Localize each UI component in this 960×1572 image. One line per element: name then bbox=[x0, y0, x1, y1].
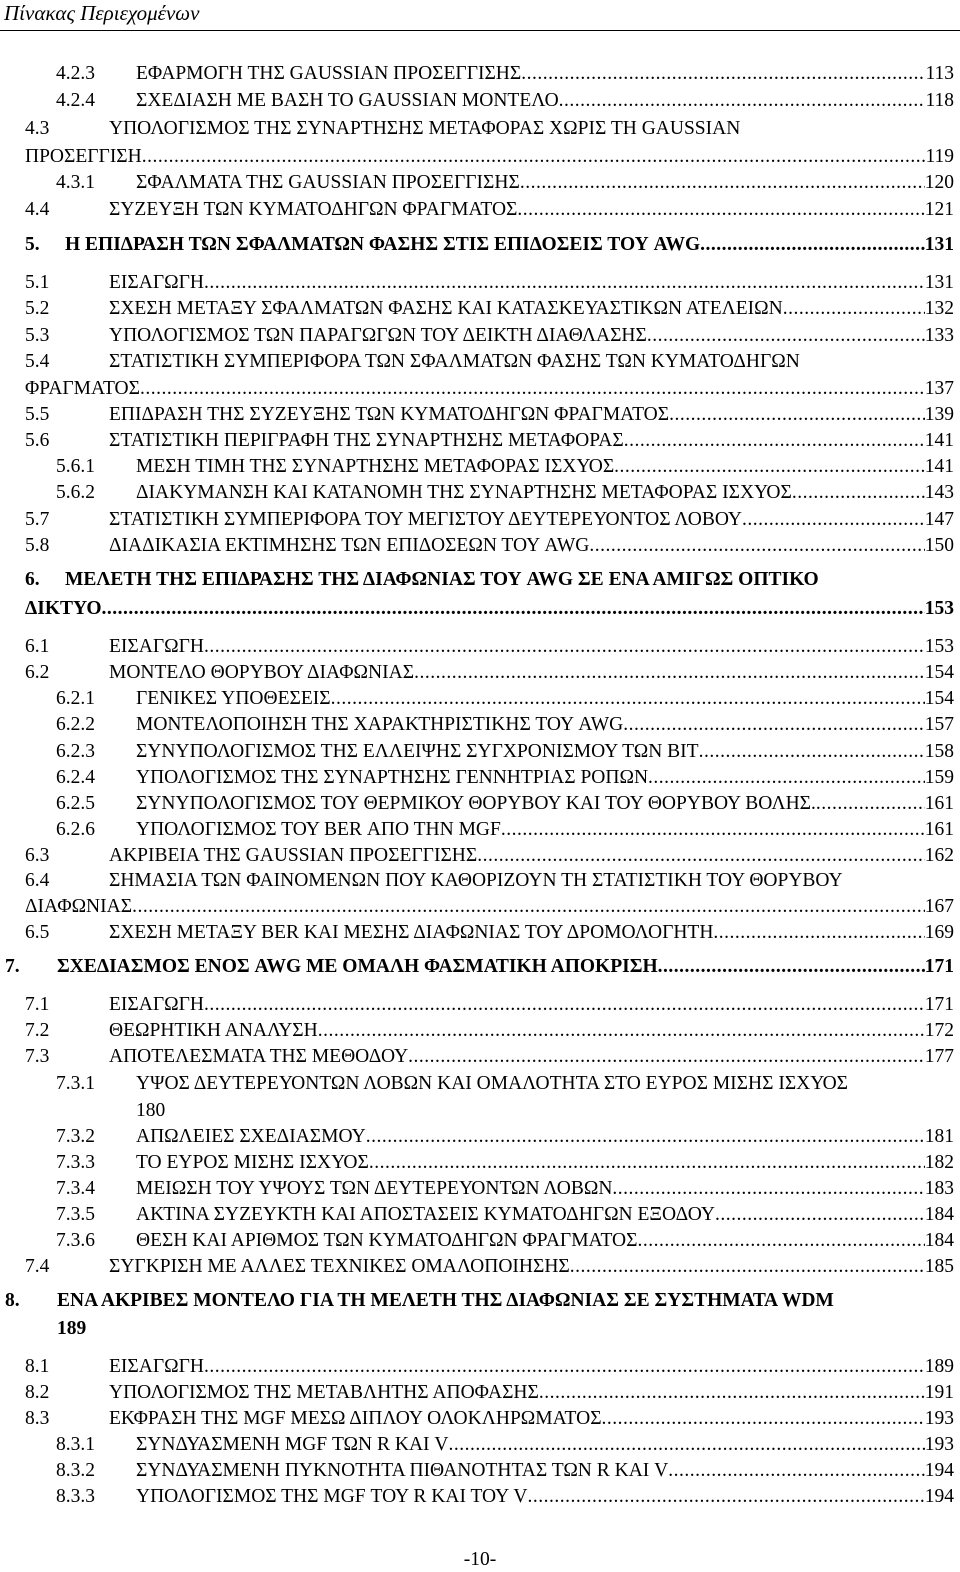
dot-leader bbox=[142, 144, 926, 170]
toc-entry-title: ΣΧΕΣΗ ΜΕΤΑΞΥ ΣΦΑΛΜΑΤΩΝ ΦΑΣΗΣ ΚΑΙ ΚΑΤΑΣΚΕΥΑΣΤΙΚΩΝ ΑΤΕΛΕΙΩΝ bbox=[109, 298, 783, 319]
dot-leader bbox=[449, 1432, 925, 1458]
toc-entry-page: 180 bbox=[136, 1100, 166, 1121]
toc-entry-title: ΕΝΑ ΑΚΡΙΒΕΣ ΜΟΝΤΕΛΟ ΓΙΑ ΤΗ ΜΕΛΕΤΗ ΤΗΣ ΔΙΑΦΩΝΙΑΣ ΣΕ ΣΥΣΤΗΜΑΤΑ WDM bbox=[57, 1290, 834, 1311]
toc-entry-number: 6.5 bbox=[25, 922, 50, 943]
toc-entry bbox=[0, 402, 954, 428]
toc-entry-number: 6.1 bbox=[25, 636, 50, 657]
toc-entry-page: 194 bbox=[924, 1486, 954, 1507]
dot-leader bbox=[713, 920, 924, 946]
toc-entry-page: 113 bbox=[925, 63, 954, 84]
toc-entry-page: 154 bbox=[924, 662, 954, 683]
toc-entry-number: 5.6.1 bbox=[56, 456, 95, 477]
toc-entry bbox=[0, 144, 954, 170]
toc-entry bbox=[0, 533, 954, 559]
toc-entry-title: ΜΟΝΤΕΛΟ ΘΟΡΥΒΟΥ ΔΙΑΦΩΝΙΑΣ bbox=[109, 662, 415, 683]
toc-entry-number: 8. bbox=[5, 1290, 20, 1311]
toc-entry-page: 189 bbox=[57, 1318, 87, 1339]
toc-entry-page: 194 bbox=[924, 1460, 954, 1481]
toc-entry-page: 154 bbox=[924, 688, 954, 709]
toc-entry-page: 158 bbox=[924, 741, 954, 762]
dot-leader bbox=[140, 376, 925, 402]
toc-entry bbox=[0, 170, 954, 196]
toc-entry-title: ΥΨΟΣ ΔΕΥΤΕΡΕΥΟΝΤΩΝ ΛΟΒΩΝ ΚΑΙ ΟΜΑΛΟΤΗΤΑ ΣΤΟ ΕΥΡΟΣ ΜΙΣΗΣ ΙΣΧΥΟΣ bbox=[136, 1073, 849, 1094]
toc-entry-number: 6.2.4 bbox=[56, 767, 95, 788]
toc-entry bbox=[0, 660, 954, 686]
toc-entry-title: ΘΕΩΡΗΤΙΚΗ ΑΝΑΛΥΣΗ bbox=[109, 1020, 318, 1041]
toc-entry-page: 139 bbox=[924, 404, 954, 425]
toc-entry-title: ΜΕΣΗ ΤΙΜΗ ΤΗΣ ΣΥΝΑΡΤΗΣΗΣ ΜΕΤΑΦΟΡΑΣ ΙΣΧΥΟΣ bbox=[136, 456, 615, 477]
toc-entry-title: ΜΟΝΤΕΛΟΠΟΙΗΣΗ ΤΗΣ ΧΑΡΑΚΤΗΡΙΣΤΙΚΗΣ ΤΟΥ AWG bbox=[136, 714, 624, 735]
toc-entry-page: 133 bbox=[924, 325, 954, 346]
toc-entry-page: 118 bbox=[925, 90, 954, 111]
dot-leader bbox=[331, 686, 925, 712]
toc-entry bbox=[0, 1071, 954, 1097]
toc-entry-number: 8.3.3 bbox=[56, 1486, 95, 1507]
toc-entry bbox=[0, 480, 954, 506]
toc-entry-title: ΣΤΑΤΙΣΤΙΚΗ ΣΥΜΠΕΡΙΦΟΡΑ ΤΩΝ ΣΦΑΛΜΑΤΩΝ ΦΑΣΗΣ ΤΩΝ ΚΥΜΑΤΟΔΗΓΩΝ bbox=[109, 351, 800, 372]
dot-leader bbox=[521, 61, 925, 87]
dot-leader bbox=[614, 454, 925, 480]
toc-entry-title: ΣΥΝΥΠΟΛΟΓΙΣΜΟΣ ΤΗΣ ΕΛΛΕΙΨΗΣ ΣΥΓΧΡΟΝΙΣΜΟΥ ΤΩΝ BIT bbox=[136, 741, 699, 762]
toc-entry-number: 5.1 bbox=[25, 272, 50, 293]
dot-leader bbox=[612, 1176, 924, 1202]
header-divider bbox=[0, 30, 960, 31]
dot-leader bbox=[624, 428, 925, 454]
toc-entry-page: 181 bbox=[924, 1126, 954, 1147]
toc-entry bbox=[0, 868, 954, 894]
dot-leader bbox=[559, 88, 926, 114]
toc-entry-page: 159 bbox=[924, 767, 954, 788]
toc-entry-title: ΣΥΝΔΥΑΣΜΕΝΗ MGF ΤΩΝ R ΚΑΙ V bbox=[136, 1434, 449, 1455]
dot-leader bbox=[623, 712, 925, 738]
toc-entry bbox=[0, 323, 954, 349]
toc-entry bbox=[0, 349, 954, 375]
toc-entry-title: ΣΥΝΔΥΑΣΜΕΝΗ ΠΥΚΝΟΤΗΤΑ ΠΙΘΑΝΟΤΗΤΑΣ ΤΩΝ R ΚΑΙ V bbox=[136, 1460, 669, 1481]
toc-entry-title: ΜΕΛΕΤΗ ΤΗΣ ΕΠΙΔΡΑΣΗΣ ΤΗΣ ΔΙΑΦΩΝΙΑΣ ΤΟΥ AWG ΣΕ ΕΝΑ ΑΜΙΓΩΣ ΟΠΤΙΚΟ bbox=[65, 569, 819, 590]
toc-entry bbox=[0, 116, 954, 142]
toc-entry-page: 189 bbox=[924, 1356, 954, 1377]
toc-entry-number: 7. bbox=[5, 956, 20, 977]
toc-entry-title: Η ΕΠΙΔΡΑΣΗ ΤΩΝ ΣΦΑΛΜΑΤΩΝ ΦΑΣΗΣ ΣΤΙΣ ΕΠΙΔΟΣΕΙΣ ΤΟΥ AWG bbox=[65, 234, 701, 255]
toc-entry-page: 183 bbox=[924, 1178, 954, 1199]
toc-entry-page: 120 bbox=[924, 172, 954, 193]
toc-entry bbox=[0, 686, 954, 712]
toc-entry-title: ΕΚΦΡΑΣΗ ΤΗΣ MGF ΜΕΣΩ ΔΙΠΛΟΥ ΟΛΟΚΛΗΡΩΜΑΤΟΣ bbox=[109, 1408, 602, 1429]
toc-entry bbox=[0, 270, 954, 296]
toc-entry-title: ΘΕΣΗ ΚΑΙ ΑΡΙΘΜΟΣ ΤΩΝ ΚΥΜΑΤΟΔΗΓΩΝ ΦΡΑΓΜΑΤΟΣ bbox=[136, 1230, 638, 1251]
toc-entry-number: 7.3 bbox=[25, 1046, 50, 1067]
toc-entry-page: 161 bbox=[924, 793, 954, 814]
toc-entry-number: 4.2.4 bbox=[56, 90, 95, 111]
toc-entry bbox=[0, 1484, 954, 1510]
toc-entry bbox=[0, 1288, 954, 1314]
toc-entry bbox=[0, 428, 954, 454]
toc-entry-title: ΕΙΣΑΓΩΓΗ bbox=[109, 636, 204, 657]
toc-entry bbox=[0, 712, 954, 738]
dot-leader bbox=[648, 765, 925, 791]
dot-leader bbox=[369, 1150, 925, 1176]
toc-entry-page: 169 bbox=[924, 922, 954, 943]
toc-entry bbox=[0, 1406, 954, 1432]
toc-entry-number: 7.3.6 bbox=[56, 1230, 95, 1251]
toc-entry-title: ΠΡΟΣΕΓΓΙΣΗ bbox=[25, 146, 142, 167]
toc-entry bbox=[0, 992, 954, 1018]
dot-leader bbox=[408, 1044, 925, 1070]
toc-entry-title: ΦΡΑΓΜΑΤΟΣ bbox=[25, 378, 140, 399]
toc-entry bbox=[0, 739, 954, 765]
toc-entry-number: 8.3 bbox=[25, 1408, 50, 1429]
toc-entry-number: 5.5 bbox=[25, 404, 50, 425]
toc-entry-number: 6.4 bbox=[25, 870, 50, 891]
toc-entry-title: ΑΚΤΙΝΑ ΣΥΖΕΥΚΤΗ ΚΑΙ ΑΠΟΣΤΑΣΕΙΣ ΚΥΜΑΤΟΔΗΓΩΝ ΕΞΟΔΟΥ bbox=[136, 1204, 715, 1225]
toc-entry-title: ΕΠΙΔΡΑΣΗ ΤΗΣ ΣΥΖΕΥΞΗΣ ΤΩΝ ΚΥΜΑΤΟΔΗΓΩΝ ΦΡΑΓΜΑΤΟΣ bbox=[109, 404, 670, 425]
toc-entry-title: ΣΧΕΔΙΑΣΗ ΜΕ ΒΑΣΗ ΤΟ GAUSSIAN ΜΟΝΤΕΛΟ bbox=[136, 90, 559, 111]
toc-entry-title: ΣΗΜΑΣΙΑ ΤΩΝ ΦΑΙΝΟΜΕΝΩΝ ΠΟΥ ΚΑΘΟΡΙΖΟΥΝ ΤΗ ΣΤΑΤΙΣΤΙΚΗ ΤΟΥ ΘΟΡΥΒΟΥ bbox=[109, 870, 843, 891]
toc-entry-title: ΣΥΓΚΡΙΣΗ ΜΕ ΑΛΛΕΣ ΤΕΧΝΙΚΕΣ ΟΜΑΛΟΠΟΙΗΣΗΣ bbox=[109, 1256, 570, 1277]
toc-entry bbox=[0, 232, 954, 258]
toc-entry-page: 143 bbox=[924, 482, 954, 503]
toc-entry bbox=[0, 1098, 954, 1124]
toc-entry-number: 6.2.3 bbox=[56, 741, 95, 762]
toc-entry-page: 131 bbox=[924, 234, 954, 255]
toc-entry bbox=[0, 1432, 954, 1458]
dot-leader bbox=[647, 323, 925, 349]
toc-entry-page: 141 bbox=[924, 456, 954, 477]
toc-entry-number: 8.1 bbox=[25, 1356, 50, 1377]
toc-entry-title: ΣΤΑΤΙΣΤΙΚΗ ΠΕΡΙΓΡΑΦΗ ΤΗΣ ΣΥΝΑΡΤΗΣΗΣ ΜΕΤΑΦΟΡΑΣ bbox=[109, 430, 624, 451]
toc-entry-page: 182 bbox=[924, 1152, 954, 1173]
toc-entry bbox=[0, 1202, 954, 1228]
dot-leader bbox=[668, 1458, 924, 1484]
toc-entry-number: 5.3 bbox=[25, 325, 50, 346]
toc-entry-page: 193 bbox=[924, 1408, 954, 1429]
toc-entry-title: ΔΙΑΚΥΜΑΝΣΗ ΚΑΙ ΚΑΤΑΝΟΜΗ ΤΗΣ ΣΥΝΑΡΤΗΣΗΣ ΜΕΤΑΦΟΡΑΣ ΙΣΧΥΟΣ bbox=[136, 482, 792, 503]
toc-entry-number: 4.4 bbox=[25, 199, 50, 220]
dot-leader bbox=[204, 634, 925, 660]
toc-entry-page: 119 bbox=[925, 146, 954, 167]
toc-entry-number: 5.6 bbox=[25, 430, 50, 451]
dot-leader bbox=[658, 954, 925, 980]
toc-entry-page: 193 bbox=[924, 1434, 954, 1455]
toc-entry bbox=[0, 1228, 954, 1254]
toc-entry-title: ΥΠΟΛΟΓΙΣΜΟΣ ΤΟΥ BER ΑΠΟ ΤΗΝ MGF bbox=[136, 819, 501, 840]
toc-entry bbox=[0, 197, 954, 223]
toc-entry-page: 137 bbox=[924, 378, 954, 399]
toc-entry-number: 5.4 bbox=[25, 351, 50, 372]
toc-entry-page: 153 bbox=[924, 598, 954, 619]
toc-entry-title: ΥΠΟΛΟΓΙΣΜΟΣ ΤΗΣ ΣΥΝΑΡΤΗΣΗΣ ΜΕΤΑΦΟΡΑΣ ΧΩΡΙΣ ΤΗ GAUSSIAN bbox=[109, 118, 741, 139]
toc-entry bbox=[0, 1124, 954, 1150]
toc-entry-number: 7.3.2 bbox=[56, 1126, 95, 1147]
dot-leader bbox=[792, 480, 925, 506]
toc-entry bbox=[0, 376, 954, 402]
toc-entry-number: 7.3.5 bbox=[56, 1204, 95, 1225]
toc-entry-page: 153 bbox=[924, 636, 954, 657]
toc-entry-page: 131 bbox=[924, 272, 954, 293]
dot-leader bbox=[602, 1406, 925, 1432]
toc-entry-title: ΔΙΑΦΩΝΙΑΣ bbox=[25, 896, 133, 917]
toc-entry bbox=[0, 61, 954, 87]
dot-leader bbox=[132, 894, 925, 920]
dot-leader bbox=[570, 1254, 925, 1280]
toc-entry bbox=[0, 1176, 954, 1202]
dot-leader bbox=[539, 1380, 925, 1406]
toc-entry-title: ΓΕΝΙΚΕΣ ΥΠΟΘΕΣΕΙΣ bbox=[136, 688, 331, 709]
toc-entry-number: 8.3.1 bbox=[56, 1434, 95, 1455]
page-number: -10- bbox=[463, 1549, 497, 1570]
toc-entry-page: 191 bbox=[924, 1382, 954, 1403]
toc-entry bbox=[0, 296, 954, 322]
dot-leader bbox=[637, 1228, 924, 1254]
toc-entry-number: 7.3.4 bbox=[56, 1178, 95, 1199]
toc-entry-title: ΥΠΟΛΟΓΙΣΜΟΣ ΤΗΣ ΣΥΝΑΡΤΗΣΗΣ ΓΕΝΝΗΤΡΙΑΣ ΡΟΠΩΝ bbox=[136, 767, 649, 788]
toc-entry-number: 8.3.2 bbox=[56, 1460, 95, 1481]
dot-leader bbox=[102, 596, 925, 622]
toc-entry bbox=[0, 791, 954, 817]
toc-entry-number: 6. bbox=[25, 569, 40, 590]
toc-entry-number: 4.3 bbox=[25, 118, 50, 139]
toc-entry-number: 4.2.3 bbox=[56, 63, 95, 84]
dot-leader bbox=[669, 402, 925, 428]
dot-leader bbox=[204, 1354, 925, 1380]
toc-entry-page: 177 bbox=[924, 1046, 954, 1067]
dot-leader bbox=[700, 232, 925, 258]
toc-entry bbox=[0, 1458, 954, 1484]
toc-entry-number: 8.2 bbox=[25, 1382, 50, 1403]
toc-entry bbox=[0, 843, 954, 869]
toc-entry-page: 185 bbox=[924, 1256, 954, 1277]
toc-entry-number: 7.2 bbox=[25, 1020, 50, 1041]
toc-entry-title: ΔΙΑΔΙΚΑΣΙΑ ΕΚΤΙΜΗΣΗΣ ΤΩΝ ΕΠΙΔΟΣΕΩΝ ΤΟΥ AWG bbox=[109, 535, 590, 556]
toc-entry-page: 121 bbox=[924, 199, 954, 220]
toc-entry-number: 7.1 bbox=[25, 994, 50, 1015]
toc-entry-title: ΑΠΩΛΕΙΕΣ ΣΧΕΔΙΑΣΜΟΥ bbox=[136, 1126, 366, 1147]
toc-entry-title: ΕΙΣΑΓΩΓΗ bbox=[109, 1356, 204, 1377]
toc-entry bbox=[0, 1254, 954, 1280]
toc-entry-page: 132 bbox=[924, 298, 954, 319]
toc-entry-number: 5.7 bbox=[25, 509, 50, 530]
toc-entry-page: 141 bbox=[924, 430, 954, 451]
dot-leader bbox=[204, 992, 925, 1018]
dot-leader bbox=[527, 1484, 924, 1510]
toc-entry-title: ΜΕΙΩΣΗ ΤΟΥ ΥΨΟΥΣ ΤΩΝ ΔΕΥΤΕΡΕΥΟΝΤΩΝ ΛΟΒΩΝ bbox=[136, 1178, 613, 1199]
toc-entry-page: 150 bbox=[924, 535, 954, 556]
toc-entry-number: 6.2.1 bbox=[56, 688, 95, 709]
toc-entry-title: ΤΟ ΕΥΡΟΣ ΜΙΣΗΣ ΙΣΧΥΟΣ bbox=[136, 1152, 369, 1173]
toc-entry bbox=[0, 1150, 954, 1176]
dot-leader bbox=[816, 791, 925, 817]
toc-entry bbox=[0, 454, 954, 480]
dot-leader bbox=[318, 1018, 925, 1044]
toc-entry-title: ΣΤΑΤΙΣΤΙΚΗ ΣΥΜΠΕΡΙΦΟΡΑ ΤΟΥ ΜΕΓΙΣΤΟΥ ΔΕΥΤΕΡΕΥΟΝΤΟΣ ΛΟΒΟΥ bbox=[109, 509, 743, 530]
dot-leader bbox=[715, 1202, 925, 1228]
toc-entry-title: ΔΙΚΤΥΟ bbox=[25, 598, 102, 619]
toc-entry bbox=[0, 88, 954, 114]
toc-entry-page: 184 bbox=[924, 1204, 954, 1225]
dot-leader bbox=[783, 296, 925, 322]
toc-entry-page: 172 bbox=[924, 1020, 954, 1041]
dot-leader bbox=[589, 533, 924, 559]
toc-entry bbox=[0, 1354, 954, 1380]
toc-entry bbox=[0, 954, 954, 980]
toc-entry-number: 7.4 bbox=[25, 1256, 50, 1277]
toc-entry-page: 157 bbox=[924, 714, 954, 735]
dot-leader bbox=[477, 843, 925, 869]
toc-entry-number: 6.2.6 bbox=[56, 819, 95, 840]
dot-leader bbox=[414, 660, 925, 686]
toc-entry bbox=[0, 634, 954, 660]
dot-leader bbox=[742, 507, 925, 533]
dot-leader bbox=[501, 817, 925, 843]
toc-entry-title: ΕΦΑΡΜΟΓΗ ΤΗΣ GAUSSIAN ΠΡΟΣΕΓΓΙΣΗΣ bbox=[136, 63, 522, 84]
toc-entry-number: 7.3.1 bbox=[56, 1073, 95, 1094]
toc-entry-page: 162 bbox=[924, 845, 954, 866]
toc-entry-number: 7.3.3 bbox=[56, 1152, 95, 1173]
toc-entry-number: 4.3.1 bbox=[56, 172, 95, 193]
dot-leader bbox=[699, 739, 925, 765]
toc-entry bbox=[0, 1316, 954, 1342]
toc-entry-title: ΥΠΟΛΟΓΙΣΜΟΣ ΤΗΣ MGF ΤΟΥ R ΚΑΙ ΤΟΥ V bbox=[136, 1486, 528, 1507]
toc-entry bbox=[0, 1380, 954, 1406]
toc-entry-title: ΥΠΟΛΟΓΙΣΜΟΣ ΤΩΝ ΠΑΡΑΓΩΓΩΝ ΤΟΥ ΔΕΙΚΤΗ ΔΙΑΘΛΑΣΗΣ bbox=[109, 325, 647, 346]
toc-entry-title: ΥΠΟΛΟΓΙΣΜΟΣ ΤΗΣ ΜΕΤΑΒΛΗΤΗΣ ΑΠΟΦΑΣΗΣ bbox=[109, 1382, 539, 1403]
toc-entry-page: 171 bbox=[924, 956, 954, 977]
toc-entry bbox=[0, 765, 954, 791]
toc-entry bbox=[0, 894, 954, 920]
toc-entry-title: ΕΙΣΑΓΩΓΗ bbox=[109, 272, 204, 293]
toc-entry bbox=[0, 567, 954, 593]
toc-entry-page: 171 bbox=[924, 994, 954, 1015]
toc-entry-page: 161 bbox=[924, 819, 954, 840]
toc-entry-page: 184 bbox=[924, 1230, 954, 1251]
toc-entry-title: ΣΥΝΥΠΟΛΟΓΙΣΜΟΣ ΤΟΥ ΘΕΡΜΙΚΟΥ ΘΟΡΥΒΟΥ ΚΑΙ ΤΟΥ ΘΟΡΥΒΟΥ ΒΟΛΗΣ. bbox=[136, 793, 816, 814]
dot-leader bbox=[520, 170, 925, 196]
dot-leader bbox=[204, 270, 925, 296]
toc-entry-number: 5.8 bbox=[25, 535, 50, 556]
dot-leader bbox=[366, 1124, 925, 1150]
toc-entry-number: 5. bbox=[25, 234, 40, 255]
toc-entry bbox=[0, 817, 954, 843]
toc-entry-title: ΣΧΕΣΗ ΜΕΤΑΞΥ BER ΚΑΙ ΜΕΣΗΣ ΔΙΑΦΩΝΙΑΣ ΤΟΥ ΔΡΟΜΟΛΟΓΗΤΗ bbox=[109, 922, 714, 943]
toc-entry-number: 6.2.5 bbox=[56, 793, 95, 814]
toc-entry bbox=[0, 596, 954, 622]
page-header-title: Πίνακας Περιεχομένων bbox=[4, 1, 200, 25]
toc-entry bbox=[0, 920, 954, 946]
toc-entry-number: 5.2 bbox=[25, 298, 50, 319]
toc-entry-page: 147 bbox=[924, 509, 954, 530]
toc-entry-number: 6.2.2 bbox=[56, 714, 95, 735]
toc-entry-number: 5.6.2 bbox=[56, 482, 95, 503]
toc-entry-title: ΑΚΡΙΒΕΙΑ ΤΗΣ GAUSSIAN ΠΡΟΣΕΓΓΙΣΗΣ bbox=[109, 845, 478, 866]
toc-entry bbox=[0, 507, 954, 533]
toc-entry-number: 6.2 bbox=[25, 662, 50, 683]
toc-entry bbox=[0, 1044, 954, 1070]
toc-entry-title: ΣΧΕΔΙΑΣΜΟΣ ΕΝΟΣ AWG ΜΕ ΟΜΑΛΗ ΦΑΣΜΑΤΙΚΗ ΑΠΟΚΡΙΣΗ bbox=[57, 956, 658, 977]
toc-entry bbox=[0, 1018, 954, 1044]
toc-entry-number: 6.3 bbox=[25, 845, 50, 866]
toc-entry-title: ΕΙΣΑΓΩΓΗ bbox=[109, 994, 204, 1015]
dot-leader bbox=[517, 197, 924, 223]
toc-entry-title: ΑΠΟΤΕΛΕΣΜΑΤΑ ΤΗΣ ΜΕΘΟΔΟΥ bbox=[109, 1046, 409, 1067]
toc-entry-title: ΣΦΑΛΜΑΤΑ ΤΗΣ GAUSSIAN ΠΡΟΣΕΓΓΙΣΗΣ bbox=[136, 172, 520, 193]
toc-entry-title: ΣΥΖΕΥΞΗ ΤΩΝ ΚΥΜΑΤΟΔΗΓΩΝ ΦΡΑΓΜΑΤΟΣ bbox=[109, 199, 518, 220]
toc-entry-page: 167 bbox=[924, 896, 954, 917]
